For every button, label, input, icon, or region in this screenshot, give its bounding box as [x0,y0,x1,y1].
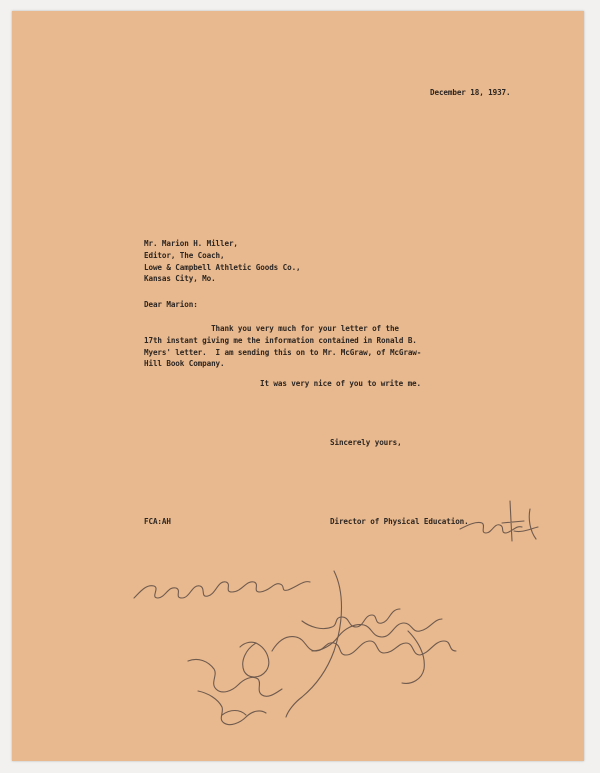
pencil-name-middle [272,631,456,683]
pencil-initial-mark [460,501,538,541]
pencil-loop [240,642,269,677]
pencil-name-lower [188,659,282,724]
body-line: Hill Book Company. [144,359,225,369]
reference-initials: FCA:AH [144,517,171,526]
signer-title: Director of Physical Education. [330,517,469,526]
pencil-vertical-stroke [286,571,342,717]
pencil-scrawl-left [134,582,310,598]
body-line: Myers' letter. I am sending this on to Mr. McGraw, of McGraw- [144,347,422,357]
salutation: Dear Marion: [144,300,198,309]
body-closing-line: It was very nice of you to write me. [260,379,421,388]
recipient-line: Kansas City, Mo. [144,274,216,284]
recipient-line: Editor, The Coach, [144,250,225,260]
letter-page [12,11,584,761]
letter-date: December 18, 1937. [430,88,511,97]
recipient-line: Mr. Marion H. Miller, [144,239,238,248]
body-line: 17th instant giving me the information contained in Ronald B. [144,335,417,345]
body-line: Thank you very much for your letter of the [144,324,399,333]
recipient-line: Lowe & Campbell Athletic Goods Co., [144,262,301,272]
recipient-address [144,238,301,285]
pencil-name-upper [302,609,442,651]
complimentary-close: Sincerely yours, [330,438,402,447]
letter-body [144,323,421,370]
